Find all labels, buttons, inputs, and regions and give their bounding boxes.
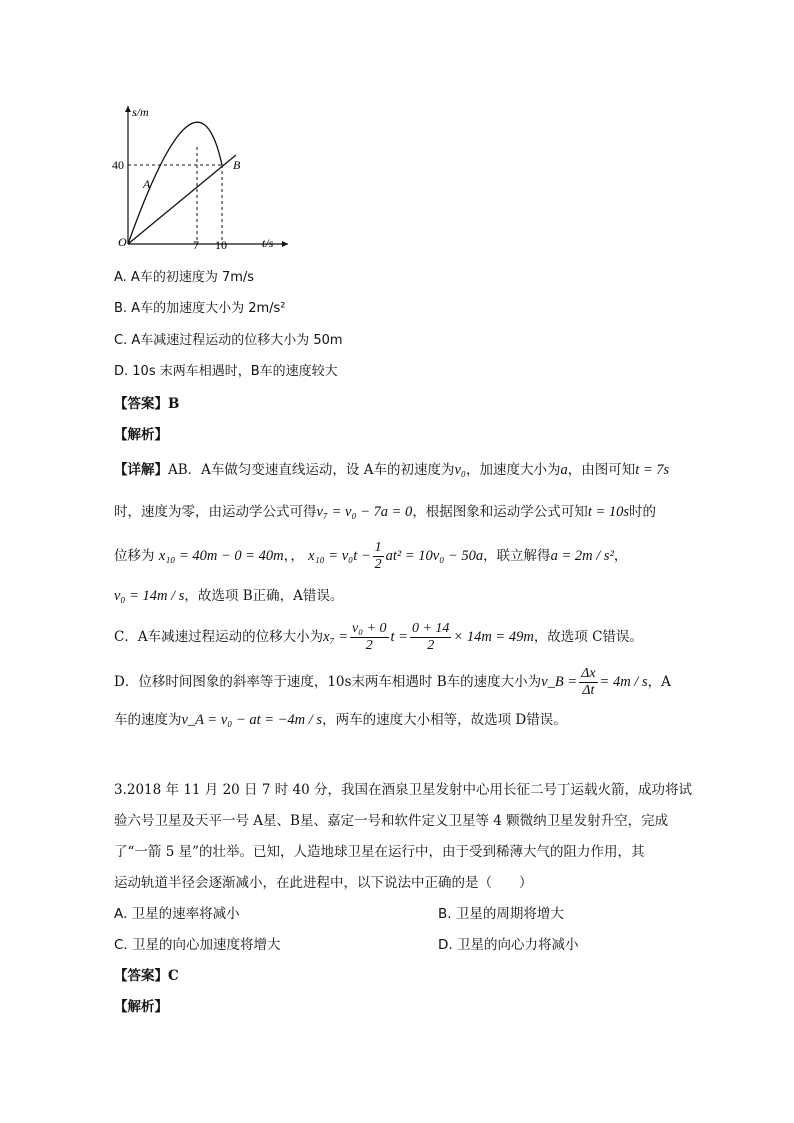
math-vb-result: = 4m / s	[599, 674, 648, 690]
math-a: a	[560, 462, 568, 478]
detail-text: 时，速度为零，由运动学公式可得	[114, 504, 317, 520]
q3-line-3: 了“一箭 5 星”的壮举。已知，人造地球卫星在运行中，由于受到稀薄大气的阻力作用，其	[114, 844, 645, 860]
origin-label: O	[118, 235, 127, 249]
math-a-result: a = 2m / s²	[550, 548, 614, 564]
x-tick-7: 7	[193, 238, 199, 252]
detail-line-5	[114, 617, 643, 657]
detail-text: ，联立解得	[483, 548, 551, 564]
analysis-label: 【解析】	[114, 427, 168, 443]
detail-text: 位移为	[114, 548, 155, 564]
line-b	[128, 155, 236, 244]
y-tick-40: 40	[112, 158, 124, 172]
math-vb: v_B =	[541, 674, 578, 690]
math-t10: t = 10s	[587, 504, 630, 520]
detail-text: ，故选项 C错误。	[533, 629, 643, 645]
y-axis-label: s/m	[132, 105, 149, 119]
detail-text: AB．A车做匀变速直线运动，设 A车的初速度为	[168, 462, 455, 478]
fraction-denominator: 2	[427, 638, 435, 653]
answer-label: 【答案】B	[114, 396, 180, 412]
detail-text: ，A	[647, 674, 671, 690]
displacement-time-graph	[112, 100, 292, 256]
detail-line-3	[114, 536, 627, 576]
detail-text: 车的速度为	[114, 712, 182, 728]
math-v0-result: v₀ = 14m / s	[114, 588, 185, 604]
detail-line-6	[114, 662, 671, 702]
x-tick-10: 10	[215, 238, 227, 252]
line-b-label: B	[233, 158, 241, 172]
option-c: C. A车减速过程运动的位移大小为 50m	[114, 333, 343, 348]
fraction-denominator: 2	[374, 557, 382, 572]
x-axis-arrow	[282, 241, 288, 247]
fraction-half	[373, 540, 384, 573]
math-x7-result: × 14m = 49m	[453, 629, 534, 645]
math-x10-expanded: at² = 10v₀ − 50a	[385, 548, 484, 564]
detail-text: ，两车的速度大小相等，故选项 D错误。	[322, 712, 567, 728]
fraction-numerator: 0 + 14	[411, 621, 450, 636]
x-axis-label: t/s	[262, 236, 274, 250]
q3-option-d: D. 卫星的向心力将减小	[438, 937, 579, 953]
option-a: A. A车的初速度为 7m/s	[114, 270, 255, 285]
detail-text: ，故选项 B正确，A错误。	[184, 588, 344, 604]
q3-analysis-label: 【解析】	[114, 999, 168, 1015]
y-axis-arrow	[125, 106, 131, 112]
math-x10-eq: x₁₀ = 40m − 0 = 40m	[158, 548, 284, 564]
detail-line-1	[114, 460, 669, 480]
detail-text: C．A车减速过程运动的位移大小为	[114, 629, 324, 645]
math-v7-eq: v₇ = v₀ − 7a = 0	[316, 504, 413, 520]
math-t: t =	[390, 629, 408, 645]
detail-text: ，	[613, 548, 628, 564]
q3-line-2: 验六号卫星及天平一号 A星、B星、嘉定一号和软件定义卫星等 4 颗微纳卫星发射升空，完成	[114, 813, 669, 829]
fraction-denominator: 2	[365, 638, 373, 653]
math-va-eq: v_A = v₀ − at = −4m / s	[181, 712, 323, 728]
detail-text: 时的	[629, 504, 657, 520]
detail-tag: 【详解】	[114, 462, 168, 478]
fraction-dx-dt	[579, 666, 597, 699]
q3-answer-label: 【答案】C	[114, 968, 179, 984]
detail-line-2	[114, 502, 656, 522]
fraction-v0	[350, 621, 389, 654]
detail-text: ，由图可知	[567, 462, 636, 478]
fraction-numerator: Δx	[581, 666, 596, 681]
fraction-numerator: 1	[374, 540, 382, 555]
detail-text: ，加速度大小为	[465, 462, 561, 478]
option-b: B. A车的加速度大小为 2m/s²	[114, 301, 286, 316]
fraction-denominator: Δt	[582, 683, 595, 698]
math-x10-formula: x₁₀ = v₀t −	[308, 548, 371, 564]
option-d: D. 10s 末两车相遇时，B车的速度较大	[114, 364, 338, 379]
math-x7: x₇ =	[323, 629, 348, 645]
q3-line-4: 运动轨道半径会逐渐减小，在此进程中，以下说法中正确的是（ ）	[114, 875, 533, 891]
math-t7: t = 7s	[635, 462, 670, 478]
detail-text: D．位移时间图象的斜率等于速度，10s末两车相遇时 B车的速度大小为	[114, 674, 542, 690]
q3-option-c: C. 卫星的向心加速度将增大	[114, 937, 281, 953]
fraction-14	[410, 621, 451, 654]
detail-text: ，根据图象和运动学公式可知	[412, 504, 588, 520]
q3-option-b: B. 卫星的周期将增大	[438, 906, 564, 922]
detail-line-4	[114, 586, 343, 606]
q3-option-a: A. 卫星的速率将减小	[114, 906, 240, 922]
curve-a-label: A	[143, 177, 151, 191]
detail-line-7	[114, 710, 567, 730]
q3-line-1: 3.2018 年 11 月 20 日 7 时 40 分，我国在酒泉卫星发射中心用长征二号丁运载火箭，成功将试	[114, 782, 692, 798]
detail-text: ，，	[283, 548, 304, 564]
fraction-numerator: v₀ + 0	[351, 621, 387, 636]
math-v0: v₀	[454, 462, 466, 478]
